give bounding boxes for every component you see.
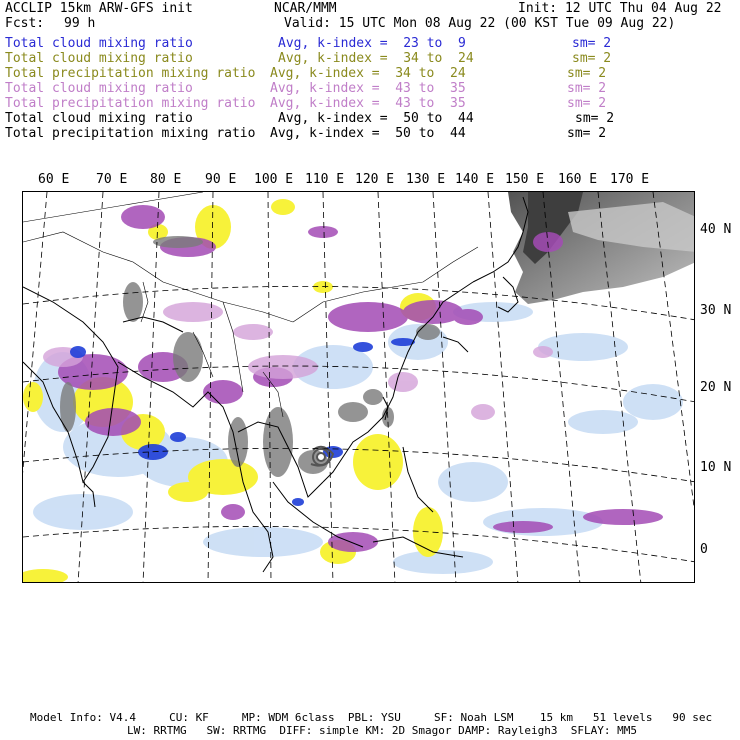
latitude-label: 20 N [700, 380, 732, 395]
longitude-label: 150 E [505, 172, 545, 187]
init-time: Init: 12 UTC Thu 04 Aug 22 [518, 1, 722, 16]
field-name: Total cloud mixing ratio [5, 36, 193, 51]
longitude-label: 170 E [610, 172, 650, 187]
field-name: Total cloud mixing ratio [5, 81, 193, 96]
field-name: Total cloud mixing ratio [5, 111, 193, 126]
longitude-label: 130 E [406, 172, 446, 187]
field-k-index: Avg, k-index = 50 to 44 [278, 111, 474, 126]
field-smoothing: sm= 2 [567, 81, 607, 96]
field-smoothing: sm= 2 [572, 36, 612, 51]
valid-time: Valid: 15 UTC Mon 08 Aug 22 (00 KST Tue 09 Aug 22) [284, 16, 676, 31]
field-smoothing: sm= 2 [572, 51, 612, 66]
latitude-label: 40 N [700, 222, 732, 237]
field-smoothing: sm= 2 [575, 111, 615, 126]
field-name: Total cloud mixing ratio [5, 51, 193, 66]
longitude-label: 80 E [150, 172, 182, 187]
longitude-label: 100 E [254, 172, 294, 187]
field-k-index: Avg, k-index = 43 to 35 [270, 96, 466, 111]
model-title: ACCLIP 15km ARW-GFS init [5, 1, 193, 16]
field-smoothing: sm= 2 [567, 96, 607, 111]
field-smoothing: sm= 2 [567, 66, 607, 81]
field-k-index: Avg, k-index = 43 to 35 [270, 81, 466, 96]
model-info-line2: LW: RRTMG SW: RRTMG DIFF: simple KM: 2D Smagor DAMP: Rayleigh3 SFLAY: MM5 [127, 724, 637, 737]
field-k-index: Avg, k-index = 50 to 44 [270, 126, 466, 141]
latitude-label: 0 [700, 542, 708, 557]
longitude-label: 160 E [558, 172, 598, 187]
field-smoothing: sm= 2 [567, 126, 607, 141]
field-name: Total precipitation mixing ratio [5, 126, 256, 141]
longitude-label: 70 E [96, 172, 128, 187]
forecast-map [23, 192, 695, 583]
forecast-hour: 99 h [64, 16, 96, 31]
field-k-index: Avg, k-index = 34 to 24 [278, 51, 474, 66]
field-name: Total precipitation mixing ratio [5, 66, 256, 81]
latitude-label: 10 N [700, 460, 732, 475]
field-k-index: Avg, k-index = 23 to 9 [278, 36, 466, 51]
longitude-label: 110 E [305, 172, 345, 187]
center-label: NCAR/MMM [274, 1, 337, 16]
latitude-label: 30 N [700, 303, 732, 318]
longitude-label: 140 E [455, 172, 495, 187]
longitude-label: 120 E [355, 172, 395, 187]
map-panel [22, 191, 695, 583]
field-name: Total precipitation mixing ratio [5, 96, 256, 111]
field-k-index: Avg, k-index = 34 to 24 [270, 66, 466, 81]
longitude-label: 60 E [38, 172, 70, 187]
forecast-label: Fcst: [5, 16, 45, 31]
model-info-line1: Model Info: V4.4 CU: KF MP: WDM 6class PBL: YSU SF: Noah LSM 15 km 51 levels 90 sec [30, 711, 713, 724]
longitude-label: 90 E [205, 172, 237, 187]
